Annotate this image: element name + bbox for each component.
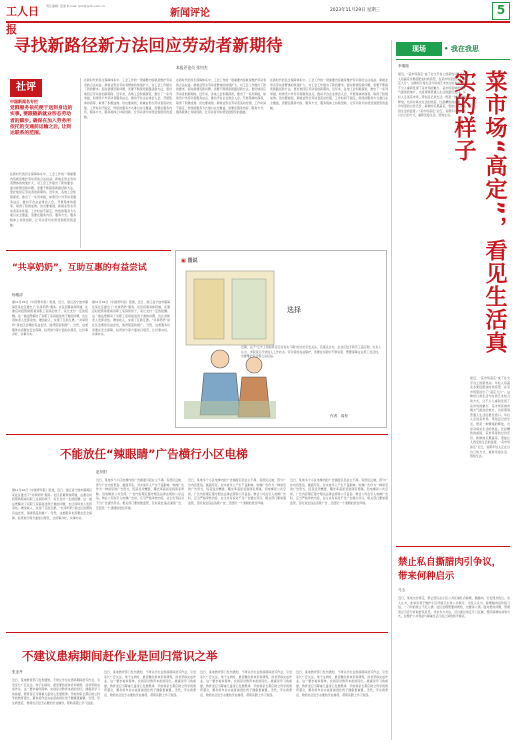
article-c-body-col3: 近日，某地教育部门发布通知，不建议学生在患病期间赶写作业，引发家长广泛关注。孩子生病时，最需要的是休息和调养，而非带病完成作业。这一要求看似简单，实则是对教育本质的回归。健康是学习的前提，教育者应当尊重儿童身心发展规律。学校和家长都应树立科学的教育观念，避免将作业完成度看得比孩子健康更重要。当然，学生病愈后，教师也应给予必要的学业辅导，帮助其跟上学习进度。 [200,670,292,697]
right-article-body-col2: 最近，“菜市场高定”成了社交平台上的新热词。年轻人将蔬菜水果搭配成时尚造型，在菜市场里拍出了“高定大片”。这种将日常生活与时尚艺术结合的方式，让不少人重新发现了菜市场的魅力。菜市场是城市烟火气最浓的地方，也是观察普通人生活的最佳窗口。年轻人走进菜市场，用创意记录生活，既是一种情绪的释放，也是对真实生活的热爱。比起精致的滤镜，菜市场里的讨价还价、新鲜的瓜果蔬菜，更能让人感受到生活的温度。“菜市场高定”走红，说明年轻人正在以自己的方式，重新连接生活、感知生活。 [470,376,510,459]
section-divider [396,59,510,60]
article-b-headline: 不能放任“辣眼睛”广告横行小区电梯 [60,447,248,461]
article-c-body-col1: 近日，某地教育部门发布通知，不建议学生在患病期间赶写作业，引发家长广泛关注。孩子生病时，最需要的是休息和调养，而非带病完成作业。这一要求看似简单，实则是对教育本质的回归。健康是学习的前提，教育者应当尊重儿童身心发展规律。学校和家长都应树立科学的教育观念，避免将作业完成度看得比孩子健康更重要。当然，学生病愈后，教师也应给予必要的学业辅导，帮助其跟上学习进度。 [12,678,100,705]
article-c-author: 张亚丹 [12,670,23,674]
bullet-dot-icon: • [444,45,451,53]
section-label-box: 现场 [396,42,442,56]
article-b-body-col2: 近日，某地多个小区电梯内的广告画面引起业主不满。有居民反映，部分广告内容低俗、画面夸张，对未成年人产生不良影响。电梯广告作为一种常见的广告形式，因其受众精准、曝光率高而受到商家青睐。但电梯是公共空间，广告内容理应遵守相关法律法规和公序良俗。物业公司在引入电梯广告时，应当严格审核内容，业主也有权对不当广告提出异议。相关部门要加强监管，及时查处违法违规广告，还居民一个清朗的居住环境。 [188,478,286,505]
section-divider [6,250,171,251]
main-headline: 寻找新路径新方法回应劳动者新期待 [14,36,283,55]
column-divider [80,78,81,248]
article-a-headline: “共享奶奶”，互助互惠的有益尝试 [12,263,147,273]
column-divider [391,40,392,740]
article-c-body-col2: 近日，某地教育部门发布通知，不建议学生在患病期间赶写作业，引发家长广泛关注。孩子生病时，最需要的是休息和调养，而非带病完成作业。这一要求看似简单，实则是对教育本质的回归。健康是学习的前提，教育者应当尊重儿童身心发展规律。学校和家长都应树立科学的教育观念，避免将作业完成度看得比孩子健康更重要。当然，学生病愈后，教师也应给予必要的学业辅导，帮助其跟上学习进度。 [104,670,196,697]
article-a-body-col3: 据11月26日《中国青年报》报道，近日，浙江省宁波市镇海区某社区推出了“共享奶奶”服务。社区招募退休阿姨，在课后时段帮助照看双职工家庭的孩子，家长支付一定的报酬。这一做法既解决了双职工家庭接送孩子难的问题，也让退休老人发挥余热、增加收入，实现了互助互惠。“共享奶奶”是社区治理的有益尝试，值得借鉴和推广。当然，这类服务也需要在安全保障、权责划分等方面加以规范，让好事办好、实事办实。 [12,488,92,520]
article-b-body-col3: 近日，某地多个小区电梯内的广告画面引起业主不满。有居民反映，部分广告内容低俗、画面夸张，对未成年人产生不良影响。电梯广告作为一种常见的广告形式，因其受众精准、曝光率高而受到商家青睐。但电梯是公共空间，广告内容理应遵守相关法律法规和公序良俗。物业公司在引入电梯广告时，应当严格审核内容，业主也有权对不当广告提出异议。相关部门要加强监管，及时查处违法违规广告，还居民一个清朗的居住环境。 [290,478,388,505]
article-c-headline: 不建议患病期间赶作业是回归常识之举 [22,649,218,663]
section-divider [396,546,510,547]
main-article-body-col1: 在新时代的民生保障体系中、工会工作的一项重要内容就是维护劳动者的合法权益。新就业形态劳动者群体的快速扩大，对工会工作提出了新的要求。面对新情况新问题，需要不断探索新路径新方法，更好地回应劳动者的新期待。近年来，各地工会积极探索，推出了一系列举措，如建设户外劳动者服务站点、推动平台企业建会入会、开展集体协商等，取得了积极成效。但也要看到，新就业形态劳动者流动性强、工作时间不固定，传统的服务方式难以完全覆盖，需要在服务内容、服务方式、服务载体上持续创新，让劳动者切实感受到组织的温暖。 [10,172,76,227]
article-c-body-col4: 近日，某地教育部门发布通知，不建议学生在患病期间赶写作业，引发家长广泛关注。孩子生病时，最需要的是休息和调养，而非带病完成作业。这一要求看似简单，实则是对教育本质的回归。健康是学习的前提，教育者应当尊重儿童身心发展规律。学校和家长都应树立科学的教育观念，避免将作业完成度看得比孩子健康更重要。当然，学生病愈后，教师也应给予必要的学业辅导，帮助其跟上学习进度。 [296,670,388,697]
masthead-subline: 责任编辑: 吴迪 E-mail: tjsh@grrb.com.cn [46,4,105,8]
section-label-text-value: 我在我思 [450,45,479,53]
editorial-brand: 中国新闻名专栏 [10,99,38,104]
cartoon-credit: 作者：周松 [330,414,348,418]
cartoon-caption: 近期，关于“正式上班前是否应该有实习期”的讨论引发关注。有观点认为，企业应给予新员工适应期；也有人认为，求职者应尽快进入工作状态。劳动者的权益保护，需要在实践中不断完善，既要保障企业用工灵活性，也要维护劳动者合法权益。 [241,345,381,359]
section-divider [6,434,388,435]
right-article-vertical-headline: 菜市场“高定”，看见生活真实的样子 [451,70,507,354]
section-title: 新闻评论 [170,8,210,19]
cartoon-tag-label: 图说 [187,258,198,264]
editorial-summary: 党群服务依托便于送到身边的实事, 要跟随新就业形态劳动者的脚步, 确保在加入劳务所依托的交通前运输之后, 让到达联系的范围。 [10,106,73,137]
main-article-body-col3: 在新时代的民生保障体系中、工会工作的一项重要内容就是维护劳动者的合法权益。新就业形态劳动者群体的快速扩大，对工会工作提出了新的要求。面对新情况新问题，需要不断探索新路径新方法，更好地回应劳动者的新期待。近年来，各地工会积极探索，推出了一系列举措，如建设户外劳动者服务站点、推动平台企业建会入会、开展集体协商等，取得了积极成效。但也要看到，新就业形态劳动者流动性强、工作时间不固定，传统的服务方式难以完全覆盖，需要在服务内容、服务方式、服务载体上持续创新，让劳动者切实感受到组织的温暖。 [176,78,266,115]
issue-date: 2023年11月29日 星期三 [330,8,381,13]
masthead-logo: 工人日报 [6,5,39,36]
article-d-author: 马玉 [398,588,406,592]
right-article-body-col1: 最近，“菜市场高定”成了社交平台上的新热词。年轻人将蔬菜水果搭配成时尚造型，在菜市场里拍出了“高定大片”。这种将日常生活与时尚艺术结合的方式，让不少人重新发现了菜市场的魅力。菜市场是城市烟火气最浓的地方，也是观察普通人生活的最佳窗口。年轻人走进菜市场，用创意记录生活，既是一种情绪的释放，也是对真实生活的热爱。比起精致的滤镜，菜市场里的讨价还价、新鲜的瓜果蔬菜，更能让人感受到生活的温度。“菜市场高定”走红，说明年轻人正在以自己的方式，重新连接生活、感知生活。 [398,72,466,118]
header-divider [6,21,510,23]
page-number-badge: 5 [492,2,510,20]
article-a-author: 杨敏清 [12,293,23,297]
main-byline: 本报评论员 张钊杰 [176,65,208,70]
main-article-body-col2: 在新时代的民生保障体系中、工会工作的一项重要内容就是维护劳动者的合法权益。新就业形态劳动者群体的快速扩大，对工会工作提出了新的要求。面对新情况新问题，需要不断探索新路径新方法，更好地回应劳动者的新期待。近年来，各地工会积极探索，推出了一系列举措，如建设户外劳动者服务站点、推动平台企业建会入会、开展集体协商等，取得了积极成效。但也要看到，新就业形态劳动者流动性强、工作时间不固定，传统的服务方式难以完全覆盖，需要在服务内容、服务方式、服务载体上持续创新，让劳动者切实感受到组织的温暖。 [84,78,172,119]
image-icon: ▣ [181,258,188,264]
main-article-body-col4: 在新时代的民生保障体系中、工会工作的一项重要内容就是维护劳动者的合法权益。新就业形态劳动者群体的快速扩大，对工会工作提出了新的要求。面对新情况新问题，需要不断探索新路径新方法，更好地回应劳动者的新期待。近年来，各地工会积极探索，推出了一系列举措，如建设户外劳动者服务站点、推动平台企业建会入会、开展集体协商等，取得了积极成效。但也要看到，新就业形态劳动者流动性强、工作时间不固定，传统的服务方式难以完全覆盖，需要在服务内容、服务方式、服务载体上持续创新，让劳动者切实感受到组织的温暖。 [270,78,388,110]
section-label-text [444,42,504,56]
right-article-author: 李瑞瑞 [398,64,409,68]
editorial-logo: 社评 [10,79,42,97]
article-a-body-col1: 据11月26日《中国青年报》报道，近日，浙江省宁波市镇海区某社区推出了“共享奶奶”服务。社区招募退休阿姨，在课后时段帮助照看双职工家庭的孩子，家长支付一定的报酬。这一做法既解决了双职工家庭接送孩子难的问题，也让退休老人发挥余热、增加收入，实现了互助互惠。“共享奶奶”是社区治理的有益尝试，值得借鉴和推广。当然，这类服务也需要在安全保障、权责划分等方面加以规范，让好事办好、实事办实。 [12,300,88,337]
article-a-body-col2: 据11月26日《中国青年报》报道，近日，浙江省宁波市镇海区某社区推出了“共享奶奶”服务。社区招募退休阿姨，在课后时段帮助照看双职工家庭的孩子，家长支付一定的报酬。这一做法既解决了双职工家庭接送孩子难的问题，也让退休老人发挥余热、增加收入，实现了互助互惠。“共享奶奶”是社区治理的有益尝试，值得借鉴和推广。当然，这类服务也需要在安全保障、权责划分等方面加以规范，让好事办好、实事办实。 [92,300,170,337]
article-b-author: 赵东阳 [96,470,107,474]
cartoon-title: 选择 [287,306,301,314]
article-d-body: 近日，某地出台规定，禁止居民在小区公共区域私自晾晒、撕腊肉，引发网友热议。有人认为，此举有利于维护小区环境卫生和公共秩序；也有人认为，晾晒腊肉是传统习俗，一刀切的禁止不近人情。社区治理既要讲规矩，也要讲人情。面对类似问题，管理者应当充分听取居民意见，寻求多方共识，可以通过划定专门区域、规范晾晒时间等方式，在维护公共利益与尊重生活习俗之间找到平衡点。 [398,596,510,619]
cartoon-tag [181,257,221,264]
article-b-body-col1: 近日，某地多个小区电梯内的广告画面引起业主不满。有居民反映，部分广告内容低俗、画面夸张，对未成年人产生不良影响。电梯广告作为一种常见的广告形式，因其受众精准、曝光率高而受到商家青睐。但电梯是公共空间，广告内容理应遵守相关法律法规和公序良俗。物业公司在引入电梯广告时，应当严格审核内容，业主也有权对不当广告提出异议。相关部门要加强监管，及时查处违法违规广告，还居民一个清朗的居住环境。 [96,478,184,510]
article-d-headline: 禁止私自撕腊肉引争议，带来何种启示 [398,557,502,582]
section-divider [6,632,388,633]
